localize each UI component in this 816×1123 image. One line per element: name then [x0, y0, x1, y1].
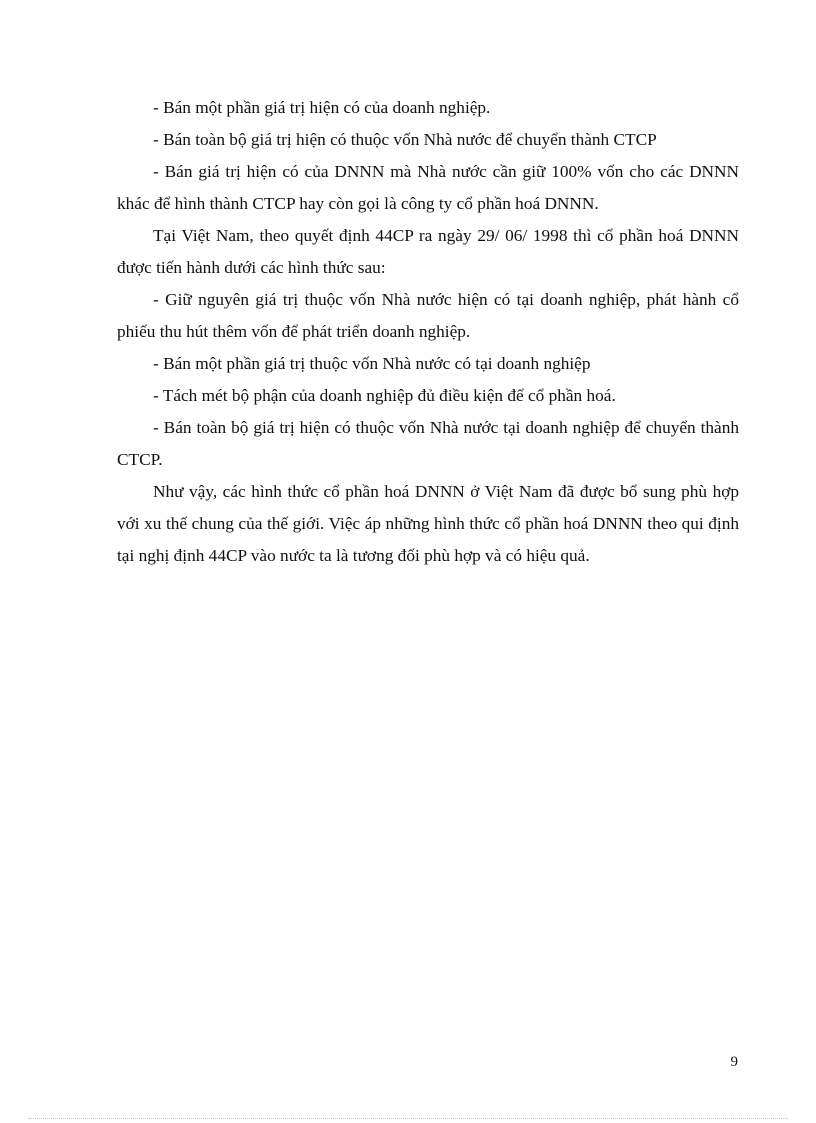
body-text: [117, 92, 739, 572]
paragraph: - Bán một phần giá trị thuộc vốn Nhà nước có tại doanh nghiệp: [153, 354, 591, 373]
footer-divider: [28, 1118, 788, 1119]
paragraph: Như vậy, các hình thức cổ phần hoá DNNN ở Việt Nam đã được bổ sung phù hợp với xu thế chung của thế giới. Việc áp những hình thức cổ phần hoá DNNN theo qui định tại nghị định 44CP vào nước ta là tương đối phù hợp và có hiệu quả.: [117, 482, 739, 565]
paragraph: Tại Việt Nam, theo quyết định 44CP ra ngày 29/ 06/ 1998 thì cổ phần hoá DNNN được tiến hành dưới các hình thức sau:: [117, 226, 739, 277]
paragraph: - Giữ nguyên giá trị thuộc vốn Nhà nước hiện có tại doanh nghiệp, phát hành cổ phiếu thu hút thêm vốn để phát triển doanh nghiệp.: [117, 290, 739, 341]
paragraph: - Bán giá trị hiện có của DNNN mà Nhà nước cần giữ 100% vốn cho các DNNN khác để hình thành CTCP hay còn gọi là công ty cổ phần hoá DNNN.: [117, 162, 739, 213]
paragraph: - Bán toàn bộ giá trị hiện có thuộc vốn Nhà nước để chuyển thành CTCP: [153, 130, 657, 149]
paragraph: - Tách mét bộ phận của doanh nghiệp đủ điều kiện để cổ phần hoá.: [153, 386, 616, 405]
paragraph: - Bán một phần giá trị hiện có của doanh nghiệp.: [153, 98, 491, 117]
page-number: 9: [730, 1054, 738, 1070]
paragraph: - Bán toàn bộ giá trị hiện có thuộc vốn Nhà nước tại doanh nghiệp để chuyển thành CTCP.: [117, 418, 739, 469]
